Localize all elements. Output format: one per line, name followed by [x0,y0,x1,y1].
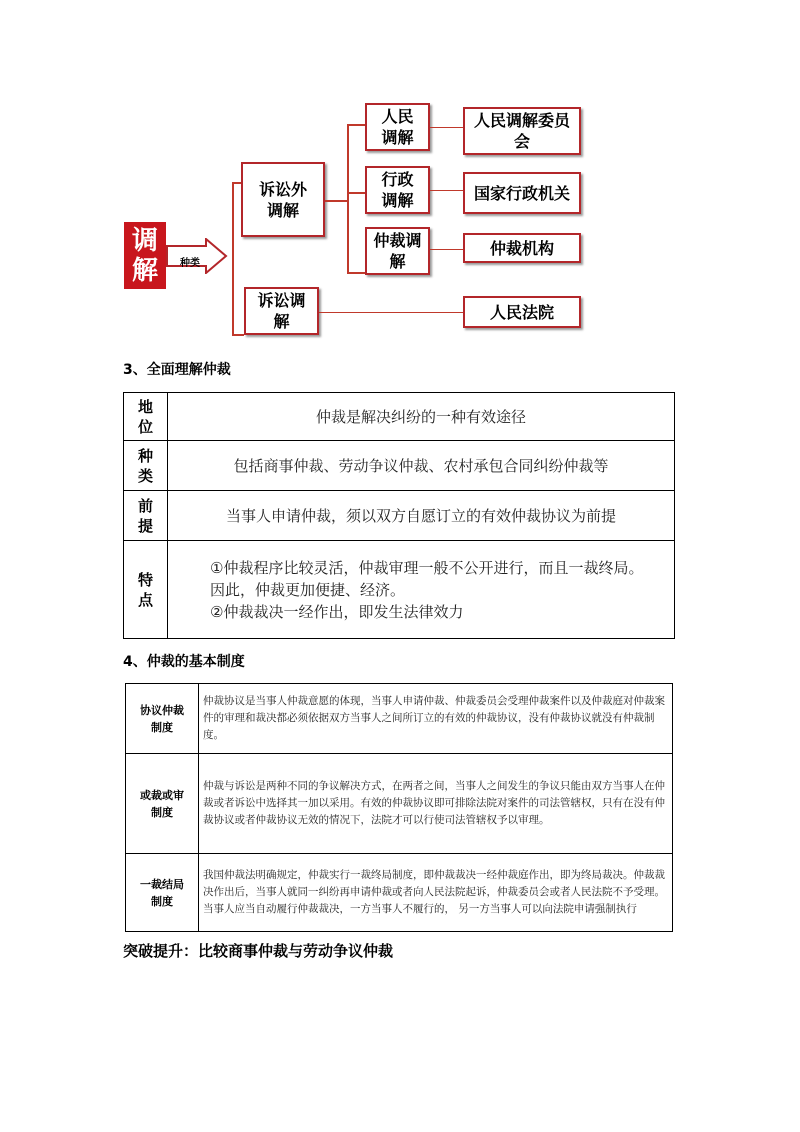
connector-line [325,200,347,202]
node-litigation [244,287,319,335]
row-label-line2: 制度 [151,720,173,734]
root-node-line1: 调 [131,225,158,256]
row-content [168,541,675,639]
connector-line [430,249,463,250]
row-label-line2: 点 [137,590,153,609]
row-label-line1: 种 [137,446,153,465]
mediation-diagram [0,0,800,350]
node-out-of-court-label: 诉讼外 调解 [258,179,307,220]
feature-line: ②仲裁裁决一经作出，即发生法律效力 [210,602,464,621]
row-content: 我国仲裁法明确规定，仲裁实行一裁终局制度，即仲裁裁决一经仲裁庭作出，即为终局裁决。仲裁裁决作出后，当事人就同一纠纷再申请仲裁或者向人民法院起诉，仲裁委员会或者人民法院不予受理。当事人应当自动履行仲裁裁决，一方当事人不履行的， 另一方当事人可以向法院申请强制执行 [199,854,673,932]
node-state-admin-label: 国家行政机关 [473,183,570,203]
row-label [124,541,168,639]
row-label-line1: 协议仲裁 [140,703,184,717]
row-label [124,491,168,541]
table-row [126,854,673,932]
row-label-line1: 特 [137,570,153,589]
table-row [124,541,675,639]
node-arbitration-institution [463,233,581,263]
node-state-admin [463,172,581,214]
node-arbitration-mediation [365,227,430,275]
connector-line [430,190,463,191]
connector-line [232,182,234,335]
node-people-committee-label: 人民调解委员 会 [473,111,570,151]
row-label [124,393,168,441]
connector-line [430,127,463,128]
node-people-committee [463,107,581,155]
feature-line: 因此，仲裁更加便捷、经济。 [210,580,406,599]
row-label [126,854,199,932]
node-litigation-label: 诉讼调 解 [257,291,306,331]
connector-line [232,334,244,336]
node-people-mediation-label: 人民 调解 [381,107,414,147]
node-arbitration-institution-label: 仲裁机构 [489,238,554,258]
root-node-line2: 解 [131,255,158,286]
row-content: 当事人申请仲裁，须以双方自愿订立的有效仲裁协议为前提 [168,491,675,541]
connector-line [347,124,349,273]
row-label-line1: 一裁结局 [140,877,184,891]
node-admin-mediation-label: 行政 调解 [381,170,414,210]
feature-line: ①仲裁程序比较灵活，仲裁审理一般不公开进行，而且一裁终局。 [210,558,644,577]
node-court-label: 人民法院 [489,302,554,322]
closing-heading: 突破提升：比较商事仲裁与劳动争议仲裁 [123,942,394,960]
arrow-label: 种类 [180,258,200,269]
node-admin-mediation [365,166,430,214]
node-arbitration-mediation-label: 仲裁调 解 [373,231,422,271]
row-label [124,441,168,491]
row-content: 仲裁协议是当事人仲裁意愿的体现，当事人申请仲裁、仲裁委员会受理仲裁案件以及仲裁庭对仲裁案件的审理和裁决都必须依据双方当事人之间所订立的有效的仲裁协议，没有仲裁协议就没有仲裁制度。 [199,684,673,754]
node-people-mediation [365,103,430,151]
row-label [126,684,199,754]
connector-line [319,312,463,313]
row-label-line1: 或裁或审 [140,788,184,802]
section3-heading: 3、全面理解仲裁 [123,362,231,378]
connector-line [347,192,366,194]
row-label-line2: 提 [137,516,153,535]
table-row [124,441,675,491]
table-row [126,684,673,754]
row-label-line2: 位 [137,417,153,436]
row-label [126,754,199,854]
connector-line [347,124,366,126]
section4-heading: 4、仲裁的基本制度 [123,654,245,670]
row-label-line1: 地 [137,397,153,416]
arbitration-overview-table [123,392,675,639]
table-row [126,754,673,854]
arbitration-system-table [125,683,673,932]
connector-line [347,272,366,274]
row-label-line1: 前 [137,496,153,515]
row-label-line2: 制度 [151,894,173,908]
row-content: 包括商事仲裁、劳动争议仲裁、农村承包合同纠纷仲裁等 [168,441,675,491]
row-content: 仲裁与诉讼是两种不同的争议解决方式，在两者之间，当事人之间发生的争议只能由双方当事人在仲裁或者诉讼中选择其一加以采用。有效的仲裁协议即可排除法院对案件的司法管辖权，只有在没有仲裁协议或者仲裁协议无效的情况下，法院才可以行使司法管辖权予以审理。 [199,754,673,854]
table-row [124,491,675,541]
node-out-of-court [241,162,325,237]
row-content: 仲裁是解决纠纷的一种有效途径 [168,393,675,441]
table-row [124,393,675,441]
row-label-line2: 类 [137,466,153,485]
root-node-mediation [124,222,166,289]
row-label-line2: 制度 [151,805,173,819]
node-court [463,296,581,328]
